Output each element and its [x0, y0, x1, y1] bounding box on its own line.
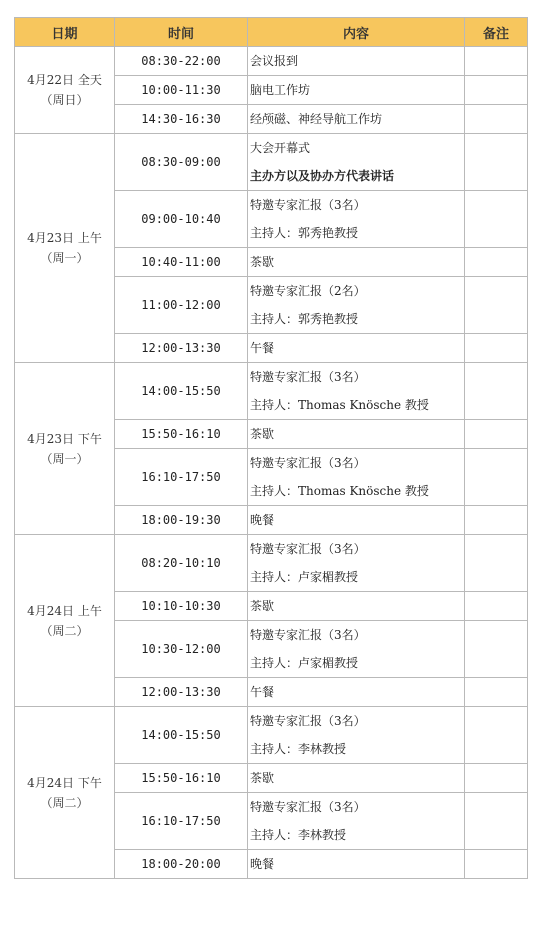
note-cell — [465, 47, 528, 76]
time-cell: 10:00-11:30 — [115, 76, 248, 105]
time-cell: 08:30-22:00 — [115, 47, 248, 76]
note-cell — [465, 850, 528, 879]
content-line: 大会开幕式 — [250, 141, 311, 155]
content-line: 晚餐 — [250, 513, 275, 527]
content-cell — [248, 764, 465, 793]
content-cell — [248, 535, 465, 592]
header-time: 时间 — [115, 18, 248, 47]
content-line: 主持人：Thomas Knösche 教授 — [250, 398, 429, 412]
date-cell — [15, 134, 115, 363]
weekday-label: （周二） — [40, 795, 89, 810]
content-cell — [248, 506, 465, 535]
time-cell: 11:00-12:00 — [115, 277, 248, 334]
content-line: 主持人：郭秀艳教授 — [250, 312, 359, 326]
note-cell — [465, 592, 528, 621]
time-cell: 15:50-16:10 — [115, 764, 248, 793]
header-note: 备注 — [465, 18, 528, 47]
header-date: 日期 — [15, 18, 115, 47]
content-line: 脑电工作坊 — [250, 83, 311, 97]
table-row — [15, 47, 528, 76]
date-cell — [15, 47, 115, 134]
content-cell — [248, 707, 465, 764]
table-body — [15, 47, 528, 879]
time-cell: 14:00-15:50 — [115, 707, 248, 764]
note-cell — [465, 449, 528, 506]
content-line: 特邀专家汇报（3名） — [250, 456, 366, 470]
time-cell: 10:40-11:00 — [115, 248, 248, 277]
content-cell — [248, 105, 465, 134]
weekday-label: （周二） — [40, 623, 89, 638]
time-cell: 10:30-12:00 — [115, 621, 248, 678]
weekday-label: （周日） — [40, 93, 89, 107]
time-cell: 16:10-17:50 — [115, 449, 248, 506]
content-line: 晚餐 — [250, 857, 275, 871]
content-line: 茶歇 — [250, 599, 275, 613]
time-cell: 18:00-20:00 — [115, 850, 248, 879]
content-cell — [248, 334, 465, 363]
note-cell — [465, 76, 528, 105]
time-cell: 16:10-17:50 — [115, 793, 248, 850]
note-cell — [465, 191, 528, 248]
content-line: 特邀专家汇报（3名） — [250, 800, 366, 814]
content-line: 特邀专家汇报（3名） — [250, 198, 366, 212]
note-cell — [465, 248, 528, 277]
content-cell — [248, 850, 465, 879]
note-cell — [465, 134, 528, 191]
content-cell — [248, 449, 465, 506]
content-cell — [248, 621, 465, 678]
content-cell — [248, 592, 465, 621]
content-line: 主持人：卢家楣教授 — [250, 570, 359, 584]
content-cell — [248, 248, 465, 277]
content-line: 主持人：Thomas Knösche 教授 — [250, 484, 429, 498]
content-line: 茶歇 — [250, 771, 275, 785]
content-line: 特邀专家汇报（3名） — [250, 628, 366, 642]
date-label: 4月22日 全天 — [27, 73, 102, 87]
date-cell — [15, 363, 115, 535]
note-cell — [465, 678, 528, 707]
content-line: 主办方以及协办方代表讲话 — [250, 169, 395, 183]
schedule-table — [14, 17, 528, 879]
content-line: 特邀专家汇报（3名） — [250, 542, 366, 556]
content-cell — [248, 191, 465, 248]
table-row — [15, 134, 528, 191]
time-cell: 08:20-10:10 — [115, 535, 248, 592]
table-header — [15, 18, 528, 47]
weekday-label: （周一） — [40, 251, 89, 265]
time-cell: 14:00-15:50 — [115, 363, 248, 420]
note-cell — [465, 506, 528, 535]
time-cell: 12:00-13:30 — [115, 678, 248, 707]
date-cell — [15, 535, 115, 707]
time-cell: 09:00-10:40 — [115, 191, 248, 248]
date-label: 4月24日 上午 — [27, 603, 102, 618]
time-cell: 12:00-13:30 — [115, 334, 248, 363]
time-cell: 15:50-16:10 — [115, 420, 248, 449]
content-cell — [248, 793, 465, 850]
content-cell — [248, 363, 465, 420]
content-line: 茶歇 — [250, 255, 275, 269]
date-label: 4月23日 上午 — [27, 231, 102, 245]
content-line: 会议报到 — [250, 54, 299, 68]
content-line: 午餐 — [250, 685, 275, 699]
content-cell — [248, 134, 465, 191]
content-cell — [248, 678, 465, 707]
note-cell — [465, 363, 528, 420]
date-label: 4月23日 下午 — [27, 431, 102, 446]
table-row — [15, 363, 528, 420]
content-cell — [248, 76, 465, 105]
content-line: 茶歇 — [250, 427, 275, 441]
content-cell — [248, 420, 465, 449]
date-label: 4月24日 下午 — [27, 775, 102, 790]
date-cell — [15, 707, 115, 879]
time-cell: 14:30-16:30 — [115, 105, 248, 134]
content-cell — [248, 277, 465, 334]
note-cell — [465, 334, 528, 363]
note-cell — [465, 420, 528, 449]
table-row — [15, 535, 528, 592]
content-line: 主持人：李林教授 — [250, 828, 347, 842]
weekday-label: （周一） — [40, 451, 89, 466]
content-line: 经颅磁、神经导航工作坊 — [250, 112, 383, 126]
table-row — [15, 707, 528, 764]
note-cell — [465, 535, 528, 592]
note-cell — [465, 707, 528, 764]
note-cell — [465, 105, 528, 134]
time-cell: 18:00-19:30 — [115, 506, 248, 535]
time-cell: 08:30-09:00 — [115, 134, 248, 191]
header-content: 内容 — [248, 18, 465, 47]
note-cell — [465, 621, 528, 678]
content-line: 主持人：郭秀艳教授 — [250, 226, 359, 240]
content-line: 特邀专家汇报（2名） — [250, 284, 366, 298]
content-line: 特邀专家汇报（3名） — [250, 714, 366, 728]
content-line: 主持人：卢家楣教授 — [250, 656, 359, 670]
time-cell: 10:10-10:30 — [115, 592, 248, 621]
note-cell — [465, 764, 528, 793]
note-cell — [465, 277, 528, 334]
note-cell — [465, 793, 528, 850]
content-cell — [248, 47, 465, 76]
content-line: 特邀专家汇报（3名） — [250, 370, 366, 384]
content-line: 午餐 — [250, 341, 275, 355]
content-line: 主持人：李林教授 — [250, 742, 347, 756]
